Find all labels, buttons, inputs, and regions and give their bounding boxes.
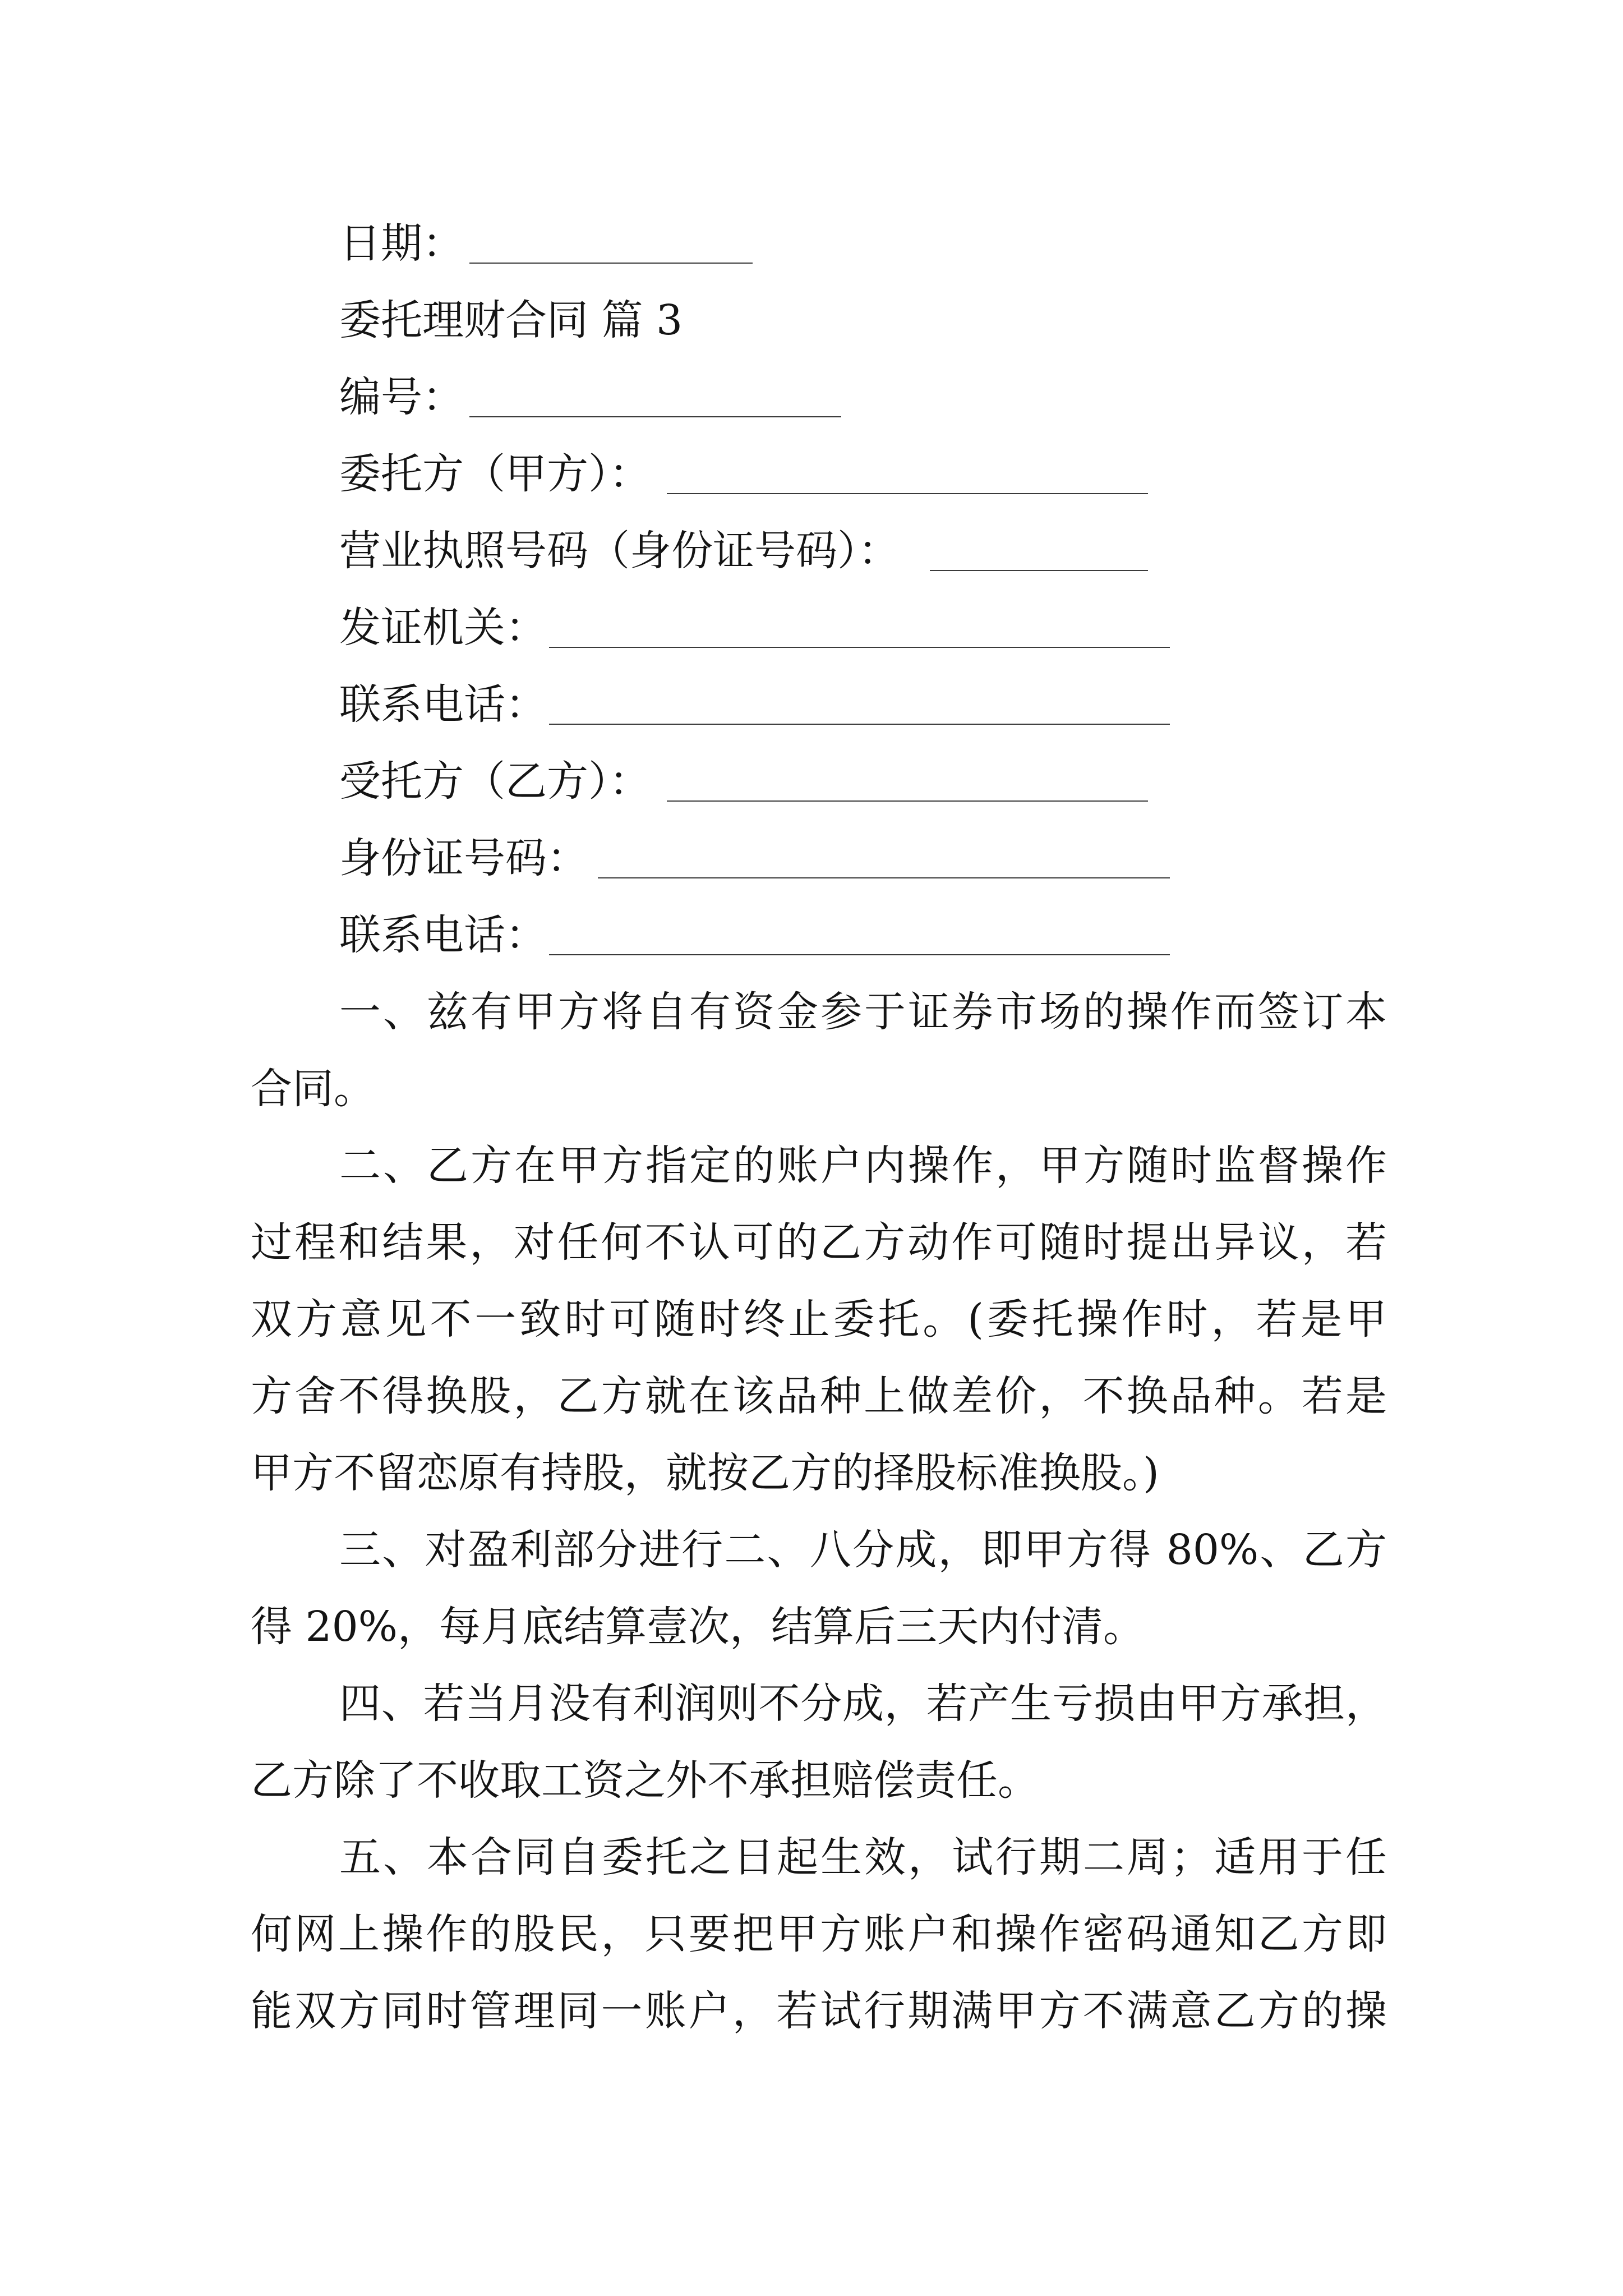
clause-2-line-4: 方舍不得换股，乙方就在该品种上做差价，不换品种。若是 (251, 1372, 1387, 1420)
principal-party-blank-line (667, 493, 1148, 494)
contract-number-blank-line (469, 416, 841, 417)
clause-4-line-1: 四、若当月没有利润则不分成，若产生亏损由甲方承担， (339, 1680, 1387, 1728)
agent-id-number-blank-line (598, 877, 1170, 878)
principal-phone-blank-line (549, 724, 1170, 725)
principal-phone-label: 联系电话： (339, 680, 547, 729)
agent-id-number-label: 身份证号码： (339, 834, 588, 882)
clause-1-line-2: 合同。 (251, 1065, 375, 1113)
clause-2-line-2: 过程和结果，对任何不认可的乙方动作可随时提出异议，若 (251, 1218, 1387, 1267)
principal-party-label: 委托方（甲方）： (339, 450, 651, 498)
clause-2-line-3: 双方意见不一致时可随时终止委托。(委托操作时，若是甲 (251, 1295, 1387, 1343)
agent-phone-label: 联系电话： (339, 911, 547, 959)
agent-party-label: 受托方（乙方）： (339, 757, 651, 806)
clause-1-line-1: 一、兹有甲方将自有资金参于证券市场的操作而签订本 (339, 988, 1387, 1036)
license-id-number-blank-line (930, 570, 1148, 571)
issuing-authority-blank-line (549, 647, 1170, 648)
date-blank-line (469, 263, 753, 264)
agent-phone-blank-line (549, 954, 1170, 955)
contract-number-label: 编号： (339, 373, 464, 421)
clause-3-line-1: 三、对盈利部分进行二、八分成，即甲方得 80%、乙方 (339, 1526, 1387, 1574)
date-label: 日期： (339, 219, 464, 268)
issuing-authority-label: 发证机关： (339, 604, 547, 652)
clause-2-line-1: 二、乙方在甲方指定的账户内操作，甲方随时监督操作 (339, 1142, 1387, 1190)
clause-5-line-3: 能双方同时管理同一账户，若试行期满甲方不满意乙方的操 (251, 1987, 1387, 2035)
clause-5-line-1: 五、本合同自委托之日起生效，试行期二周；适用于任 (339, 1833, 1387, 1881)
clause-2-line-5: 甲方不留恋原有持股，就按乙方的择股标准换股。) (251, 1449, 1159, 1497)
agent-party-blank-line (667, 800, 1148, 802)
license-id-number-label: 营业执照号码（身份证号码）： (339, 527, 900, 575)
clause-4-line-2: 乙方除了不收取工资之外不承担赔偿责任。 (251, 1756, 1039, 1805)
contract-title: 委托理财合同 篇 3 (339, 296, 683, 344)
clause-5-line-2: 何网上操作的股民，只要把甲方账户和操作密码通知乙方即 (251, 1910, 1387, 1958)
clause-3-line-2: 得 20%，每月底结算壹次，结算后三天内付清。 (251, 1603, 1145, 1651)
